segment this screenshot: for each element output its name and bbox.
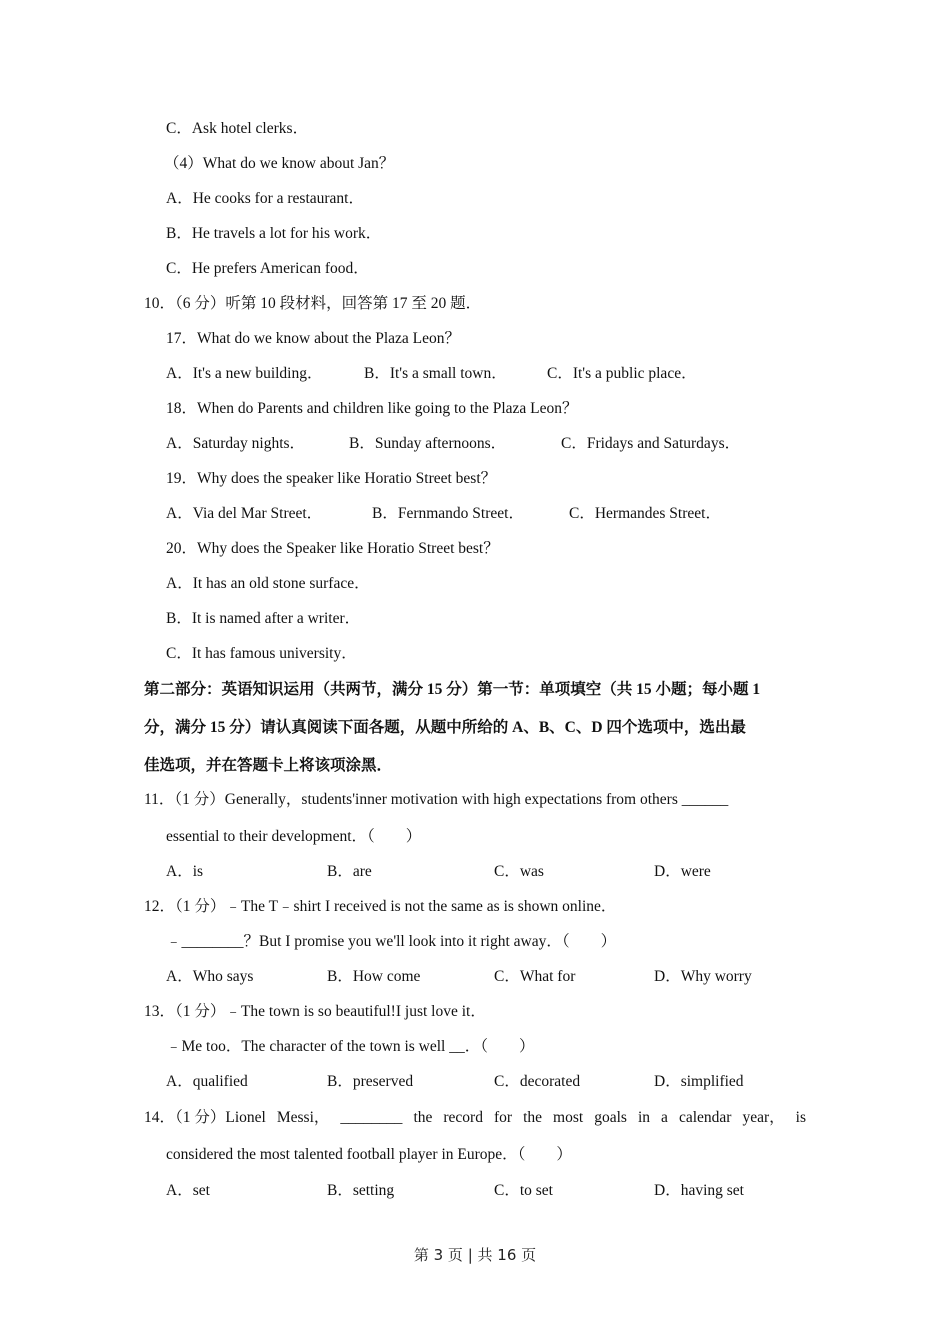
option-text: D．simplified (654, 1073, 744, 1090)
option-text: C．was (494, 863, 544, 880)
question-stem: 18．When do Parents and children like going to the Plaza Leon？ (166, 400, 578, 417)
section-intro-line: 佳选项，并在答题卡上将该项涂黑． (144, 757, 393, 774)
question-stem: 12．（1 分）﹣The T﹣shirt I received is not the same as is shown online． (144, 898, 617, 915)
option-text: C．Ask hotel clerks． (166, 120, 309, 137)
option-text: B．How come (327, 968, 421, 985)
option-text: C．to set (494, 1182, 553, 1199)
option-text: A．He cooks for a restaurant． (166, 190, 364, 207)
option-text: A．qualified (166, 1073, 248, 1090)
option-text: A．Who says (166, 968, 254, 985)
option-text: D．having set (654, 1182, 744, 1199)
question-header: 10．（6 分）听第 10 段材料，回答第 17 至 20 题． (144, 295, 482, 312)
option-text: A．is (166, 863, 204, 880)
option-text: B．He travels a lot for his work． (166, 225, 382, 242)
option-text: B．It is named after a writer． (166, 610, 361, 627)
word: for (494, 1109, 513, 1126)
option-text: A．It has an old stone surface． (166, 575, 370, 592)
word: record (443, 1109, 483, 1126)
question-stem: 11．（1 分）Generally，students'inner motivation with high expectations from others ______ (144, 791, 729, 808)
blank: ________ (340, 1109, 403, 1126)
page-number-footer: 第 3 页 | 共 16 页 (413, 1246, 537, 1264)
sub-question-stem: （4）What do we know about Jan？ (164, 155, 395, 172)
option-text: C．decorated (494, 1073, 581, 1090)
word: calendar (678, 1109, 732, 1126)
word: most (553, 1109, 584, 1126)
option-text: C．Fridays and Saturdays． (561, 435, 741, 452)
question-stem (144, 1108, 806, 1128)
word: is (795, 1109, 806, 1126)
question-stem: 19．Why does the speaker like Horatio Street best？ (166, 470, 497, 487)
question-stem: 17．What do we know about the Plaza Leon？ (166, 330, 460, 347)
option-text: B．It's a small town． (364, 365, 507, 382)
question-stem: 20．Why does the Speaker like Horatio Street best？ (166, 540, 499, 557)
word: a (661, 1109, 668, 1126)
word: Messi， (276, 1109, 330, 1126)
option-text: C．Hermandes Street． (569, 505, 721, 522)
question-stem-cont: ﹣________？But I promise you we'll look into it right away．（ ） (166, 933, 617, 950)
option-text: B．setting (327, 1182, 395, 1199)
option-text: B．Fernmando Street． (372, 505, 524, 522)
word: in (637, 1109, 651, 1126)
word: goals (594, 1109, 627, 1126)
option-text: B．are (327, 863, 372, 880)
option-text: D．Why worry (654, 968, 752, 985)
option-text: B．Sunday afternoons． (349, 435, 507, 452)
option-text: C．What for (494, 968, 576, 985)
option-text: A．Via del Mar Street． (166, 505, 323, 522)
section-intro-line: 分，满分 15 分）请认真阅读下面各题，从题中所给的 A、B、C、D 四个选项中，选出最 (144, 719, 746, 736)
word: the (413, 1109, 433, 1126)
section-intro-line: 第二部分：英语知识运用（共两节，满分 15 分）第一节：单项填空（共 15 小题；每小题 1 (144, 681, 761, 698)
option-text: C．It has famous university． (166, 645, 357, 662)
option-text: A．set (166, 1182, 210, 1199)
word: the (523, 1109, 543, 1126)
option-text: A．It's a new building． (166, 365, 323, 382)
option-text: B．preserved (327, 1073, 414, 1090)
question-stem: 13．（1 分）﹣The town is so beautiful!I just love it． (144, 1003, 486, 1020)
word: year， (742, 1109, 785, 1126)
option-text: C．He prefers American food． (166, 260, 369, 277)
question-stem-cont: essential to their development．（ ） (166, 828, 422, 845)
word: 14．（1 分）Lionel (144, 1109, 266, 1126)
question-stem-cont: ﹣Me too．The character of the town is well __．（ ） (166, 1038, 535, 1055)
option-text: D．were (654, 863, 711, 880)
option-text: A．Saturday nights． (166, 435, 306, 452)
question-stem-cont: considered the most talented football player in Europe．（ ） (166, 1146, 572, 1163)
option-text: C．It's a public place． (547, 365, 697, 382)
